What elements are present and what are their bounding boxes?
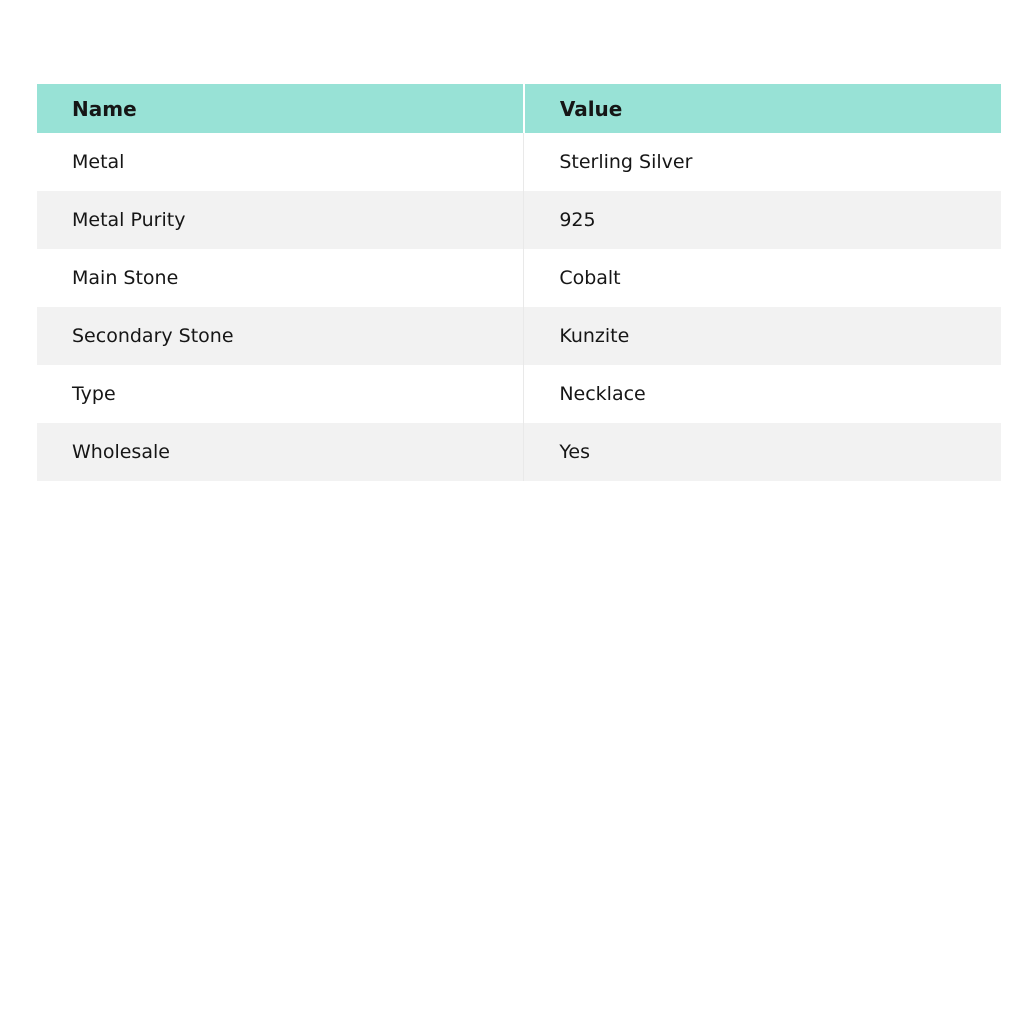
attribute-name-cell: Metal	[72, 151, 125, 173]
table-row	[37, 133, 1001, 191]
attribute-name-cell: Secondary Stone	[72, 325, 234, 347]
attribute-value-cell: Yes	[524, 423, 1001, 481]
spec-table-container	[37, 84, 1001, 481]
attribute-name-cell: Main Stone	[72, 267, 179, 289]
attribute-name-cell: Metal Purity	[72, 209, 186, 231]
table-row	[37, 307, 1001, 365]
attribute-value-cell: Necklace	[524, 365, 1001, 423]
column-header-value: Value	[524, 84, 1001, 133]
column-header-name: Name	[37, 84, 524, 133]
attribute-value-cell: Cobalt	[524, 249, 1001, 307]
spec-table-header	[37, 84, 1001, 133]
table-row	[37, 423, 1001, 481]
attribute-value-cell: 925	[524, 191, 1001, 249]
attribute-name-cell: Wholesale	[72, 441, 170, 463]
attribute-name-cell: Type	[72, 383, 116, 405]
spec-table-body	[37, 133, 1001, 481]
table-row	[37, 191, 1001, 249]
table-row	[37, 249, 1001, 307]
table-row	[37, 365, 1001, 423]
header-row	[37, 84, 1001, 133]
attribute-value-cell: Sterling Silver	[524, 133, 1001, 191]
attribute-value-cell: Kunzite	[524, 307, 1001, 365]
spec-table	[37, 84, 1001, 481]
